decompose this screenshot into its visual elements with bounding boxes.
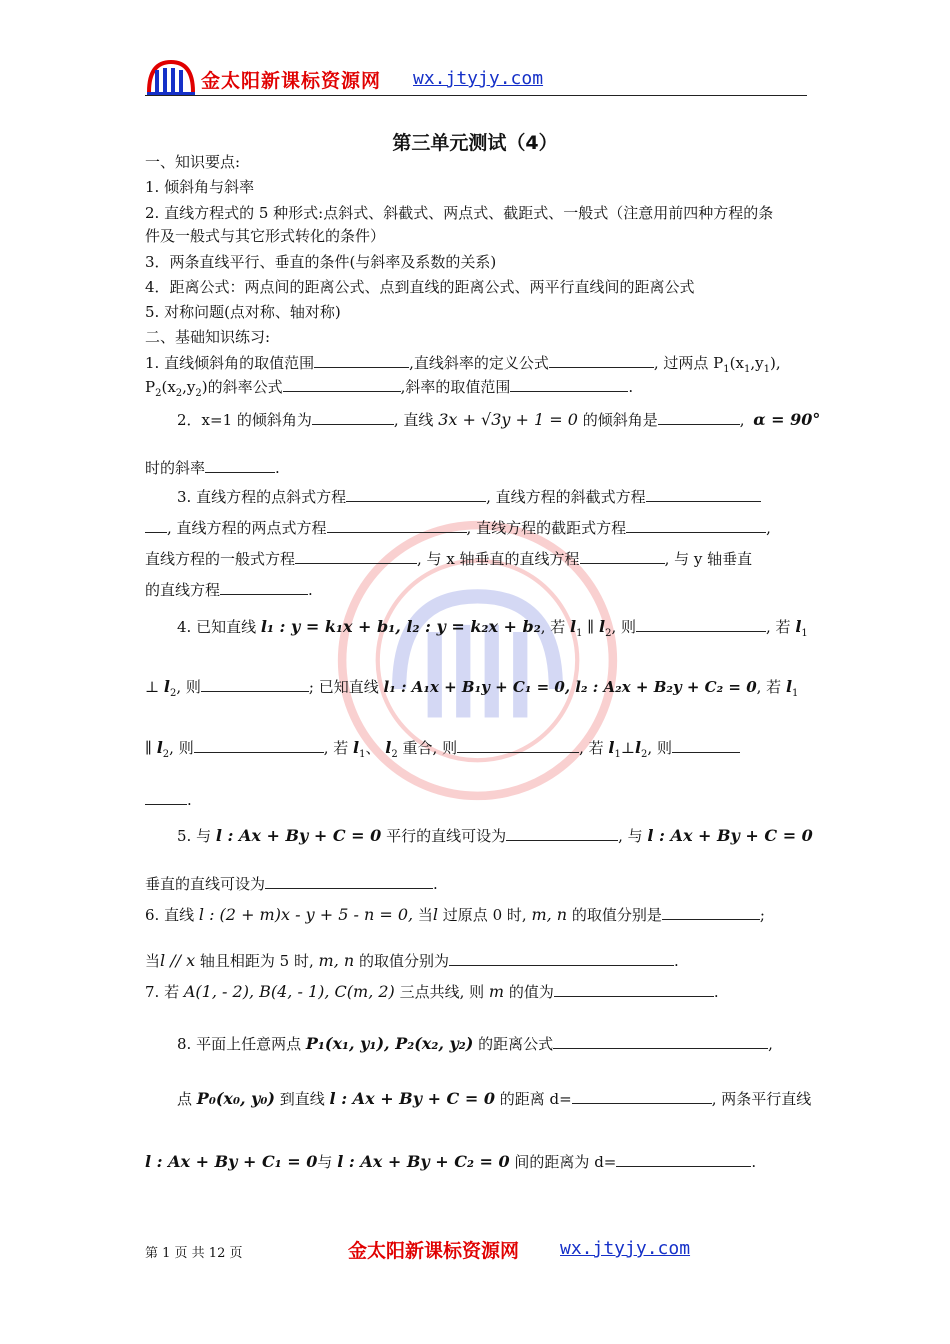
answer-blank[interactable] bbox=[312, 410, 394, 425]
answer-blank[interactable] bbox=[662, 905, 760, 920]
answer-blank[interactable] bbox=[616, 1152, 751, 1167]
knowledge-item: 2. 直线方程式的 5 种形式:点斜式、斜截式、两点式、截距式、一般式（注意用前四种方程的条 bbox=[145, 204, 774, 222]
question-5-cont: 垂直的直线可设为 . bbox=[145, 875, 438, 893]
page-header bbox=[145, 58, 807, 98]
answer-blank[interactable] bbox=[549, 353, 654, 368]
question-4-cont: . bbox=[145, 790, 192, 810]
answer-blank[interactable] bbox=[554, 982, 714, 997]
answer-blank[interactable] bbox=[205, 458, 275, 473]
page-title: 第三单元测试（4） bbox=[392, 132, 558, 154]
question-7: 7. 若 A(1, - 2), B(4, - 1), C(m, 2) 三点共线, 则 m 的值为 . bbox=[145, 982, 719, 1001]
header-rule bbox=[145, 95, 807, 96]
header-url-link[interactable]: wx.jtyjy.com bbox=[413, 68, 544, 89]
answer-blank[interactable] bbox=[449, 951, 674, 966]
answer-blank[interactable] bbox=[145, 518, 167, 533]
knowledge-item: 件及一般式与其它形式转化的条件） bbox=[145, 227, 386, 245]
question-1-cont: $P_2(x_2,y_2)$的斜率公式 ,斜率的取值范围 . bbox=[145, 378, 634, 399]
answer-blank[interactable] bbox=[327, 518, 467, 533]
answer-blank[interactable] bbox=[295, 549, 417, 564]
section-heading-practice: 二、基础知识练习: bbox=[145, 328, 271, 346]
question-2-cont: 时的斜率 . bbox=[145, 459, 280, 477]
knowledge-item: 1. 倾斜角与斜率 bbox=[145, 178, 255, 196]
section-heading-knowledge: 一、知识要点: bbox=[145, 153, 241, 171]
question-4-cont: ⊥ $l_2$, 则 ; 已知直线 l₁ : A₁x + B₁y + C₁ = 0, l₂ : A₂x + B₂y + C₂ = 0, 若 $l_1$ bbox=[145, 677, 799, 699]
answer-blank[interactable] bbox=[314, 353, 409, 368]
page-number: 第 1 页 共 12 页 bbox=[145, 1246, 243, 1261]
knowledge-item: 3．两条直线平行、垂直的条件(与斜率及系数的关系) bbox=[145, 253, 497, 271]
question-8-cont: 点 P₀(x₀, y₀) 到直线 l : Ax + By + C = 0 的距离 d= , 两条平行直线 bbox=[177, 1089, 812, 1108]
answer-blank[interactable] bbox=[457, 738, 579, 753]
answer-blank[interactable] bbox=[636, 617, 766, 632]
footer-brand: 金太阳新课标资源网 bbox=[348, 1240, 520, 1262]
answer-blank[interactable] bbox=[672, 738, 740, 753]
answer-blank[interactable] bbox=[626, 518, 766, 533]
answer-blank[interactable] bbox=[646, 487, 761, 502]
question-3-cont: , 直线方程的两点式方程 , 直线方程的截距式方程 , bbox=[145, 518, 771, 538]
question-6: 6. 直线 l : (2 + m)x - y + 5 - n = 0, 当l 过原点 0 时, m, n 的取值分别是 ; bbox=[145, 905, 765, 924]
question-8-cont: l : Ax + By + C₁ = 0与 l : Ax + By + C₂ = 0 间的距离为 d= . bbox=[145, 1152, 757, 1171]
site-logo-icon bbox=[145, 58, 197, 98]
question-1: 1. 直线倾斜角的取值范围 ,直线斜率的定义公式 , 过两点 $P_1(x_1,y_1)$, bbox=[145, 354, 781, 375]
answer-blank[interactable] bbox=[658, 410, 740, 425]
question-4: 4. 已知直线 l₁ : y = k₁x + b₁, l₂ : y = k₂x + b₂, 若 $l_1$ ∥ $l_2$, 则 , 若 $l_1$ bbox=[177, 617, 808, 639]
question-6-cont: 当l // x 轴且相距为 5 时, m, n 的取值分别为 . bbox=[145, 951, 679, 970]
footer-url-link[interactable]: wx.jtyjy.com bbox=[560, 1238, 691, 1259]
question-4-cont: ∥ $l_2$, 则 , 若 $l_1$、 $l_2$ 重合, 则 , 若 $l_1\perp l_2$, 则 bbox=[145, 738, 740, 765]
knowledge-item: 5. 对称问题(点对称、轴对称) bbox=[145, 303, 341, 321]
answer-blank[interactable] bbox=[510, 377, 628, 392]
answer-blank[interactable] bbox=[194, 738, 324, 753]
knowledge-item: 4．距离公式：两点间的距离公式、点到直线的距离公式、两平行直线间的距离公式 bbox=[145, 278, 695, 296]
answer-blank[interactable] bbox=[346, 487, 486, 502]
answer-blank[interactable] bbox=[220, 580, 308, 595]
question-2: 2．x=1 的倾斜角为 , 直线 3x + √3y + 1 = 0 的倾斜角是 , α = 90° bbox=[177, 410, 821, 429]
answer-blank[interactable] bbox=[553, 1034, 768, 1049]
answer-blank[interactable] bbox=[265, 874, 433, 889]
header-brand: 金太阳新课标资源网 bbox=[201, 70, 382, 92]
answer-blank[interactable] bbox=[580, 549, 665, 564]
answer-blank[interactable] bbox=[572, 1089, 712, 1104]
answer-blank[interactable] bbox=[145, 790, 187, 805]
answer-blank[interactable] bbox=[506, 826, 618, 841]
answer-blank[interactable] bbox=[283, 377, 401, 392]
question-3: 3. 直线方程的点斜式方程 , 直线方程的斜截式方程 bbox=[177, 487, 761, 507]
question-5: 5. 与 l : Ax + By + C = 0 平行的直线可设为 , 与 l : Ax + By + C = 0 bbox=[177, 826, 813, 845]
answer-blank[interactable] bbox=[201, 677, 309, 692]
question-3-cont: 直线方程的一般式方程 , 与 x 轴垂直的直线方程 , 与 y 轴垂直 bbox=[145, 550, 753, 568]
question-3-cont: 的直线方程 . bbox=[145, 581, 313, 599]
question-8: 8. 平面上任意两点 P₁(x₁, y₁), P₂(x₂, y₂) 的距离公式 , bbox=[177, 1034, 773, 1053]
